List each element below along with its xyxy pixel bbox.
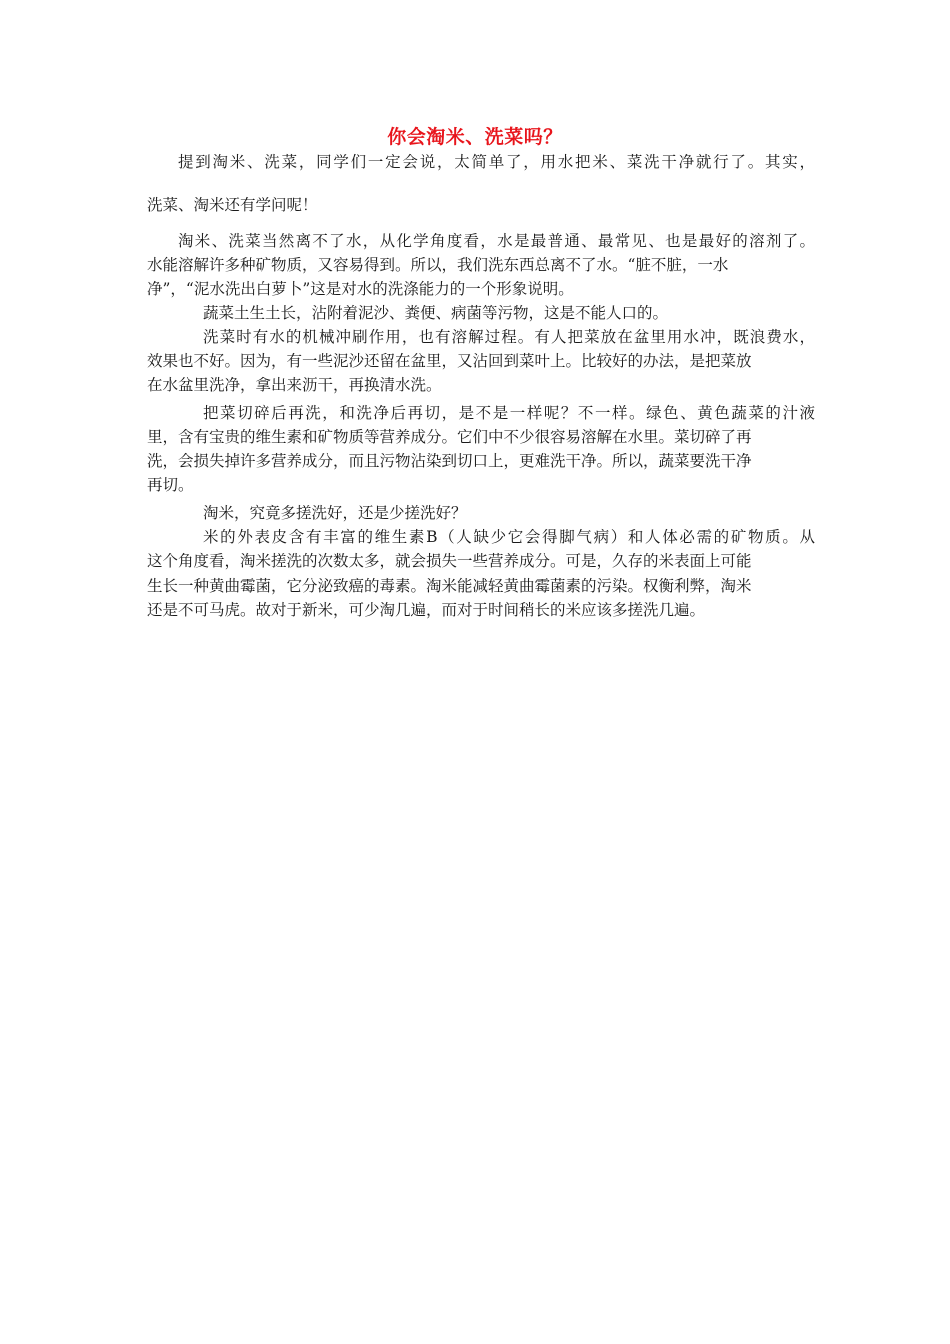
p4-line-4: 再切。 [147,476,194,494]
p1-line-1: 淘米、洗菜当然离不了水，从化学角度看，水是最普通、最常见、也是最好的溶剂了。 [178,232,815,250]
p1-line-3: 净”，“泥水洗出白萝卜”这是对水的洗涤能力的一个形象说明。 [147,280,574,298]
p2-line-1: 蔬菜土生土长，沾附着泥沙、粪便、病菌等污物，这是不能人口的。 [203,304,669,322]
p4-line-2: 里，含有宝贵的维生素和矿物质等营养成分。它们中不少很容易溶解在水里。菜切碎了再 [147,428,752,446]
intro-line-1: 提到淘米、洗菜，同学们一定会说，太简单了，用水把米、菜洗干净就行了。其实， [178,153,815,171]
p4-line-1: 把菜切碎后再洗，和洗净后再切，是不是一样呢？不一样。绿色、黄色蔬菜的汁液 [203,404,815,422]
page-title: 你会淘米、洗菜吗？ [387,126,563,148]
p4-line-3: 洗，会损失掉许多营养成分，而且污物沾染到切口上，更难洗干净。所以，蔬菜要洗干净 [147,452,752,470]
p3-line-1: 洗菜时有水的机械冲刷作用，也有溶解过程。有人把菜放在盆里用水冲，既浪费水， [203,328,815,346]
p5-line-1: 淘米，究竟多搓洗好，还是少搓洗好？ [203,504,467,522]
p1-line-2: 水能溶解许多种矿物质，又容易得到。所以，我们洗东西总离不了水。“脏不脏，一水 [147,256,729,274]
p6-line-4: 还是不可马虎。故对于新米，可少淘几遍，而对于时间稍长的米应该多搓洗几遍。 [147,601,706,619]
p3-line-2: 效果也不好。因为，有一些泥沙还留在盆里，又沾回到菜叶上。比较好的办法，是把菜放 [147,352,752,370]
intro-line-2: 洗菜、淘米还有学问呢！ [147,196,318,214]
p6-line-3: 生长一种黄曲霉菌，它分泌致癌的毒素。淘米能减轻黄曲霉菌素的污染。权衡利弊，淘米 [147,577,752,595]
p6-line-2: 这个角度看，淘米搓洗的次数太多，就会损失一些营养成分。可是，久存的米表面上可能 [147,552,752,570]
p3-line-3: 在水盆里洗净，拿出来沥干，再换清水洗。 [147,376,442,394]
p6-line-1: 米的外表皮含有丰富的维生素B（人缺少它会得脚气病）和人体必需的矿物质。从 [203,528,815,546]
